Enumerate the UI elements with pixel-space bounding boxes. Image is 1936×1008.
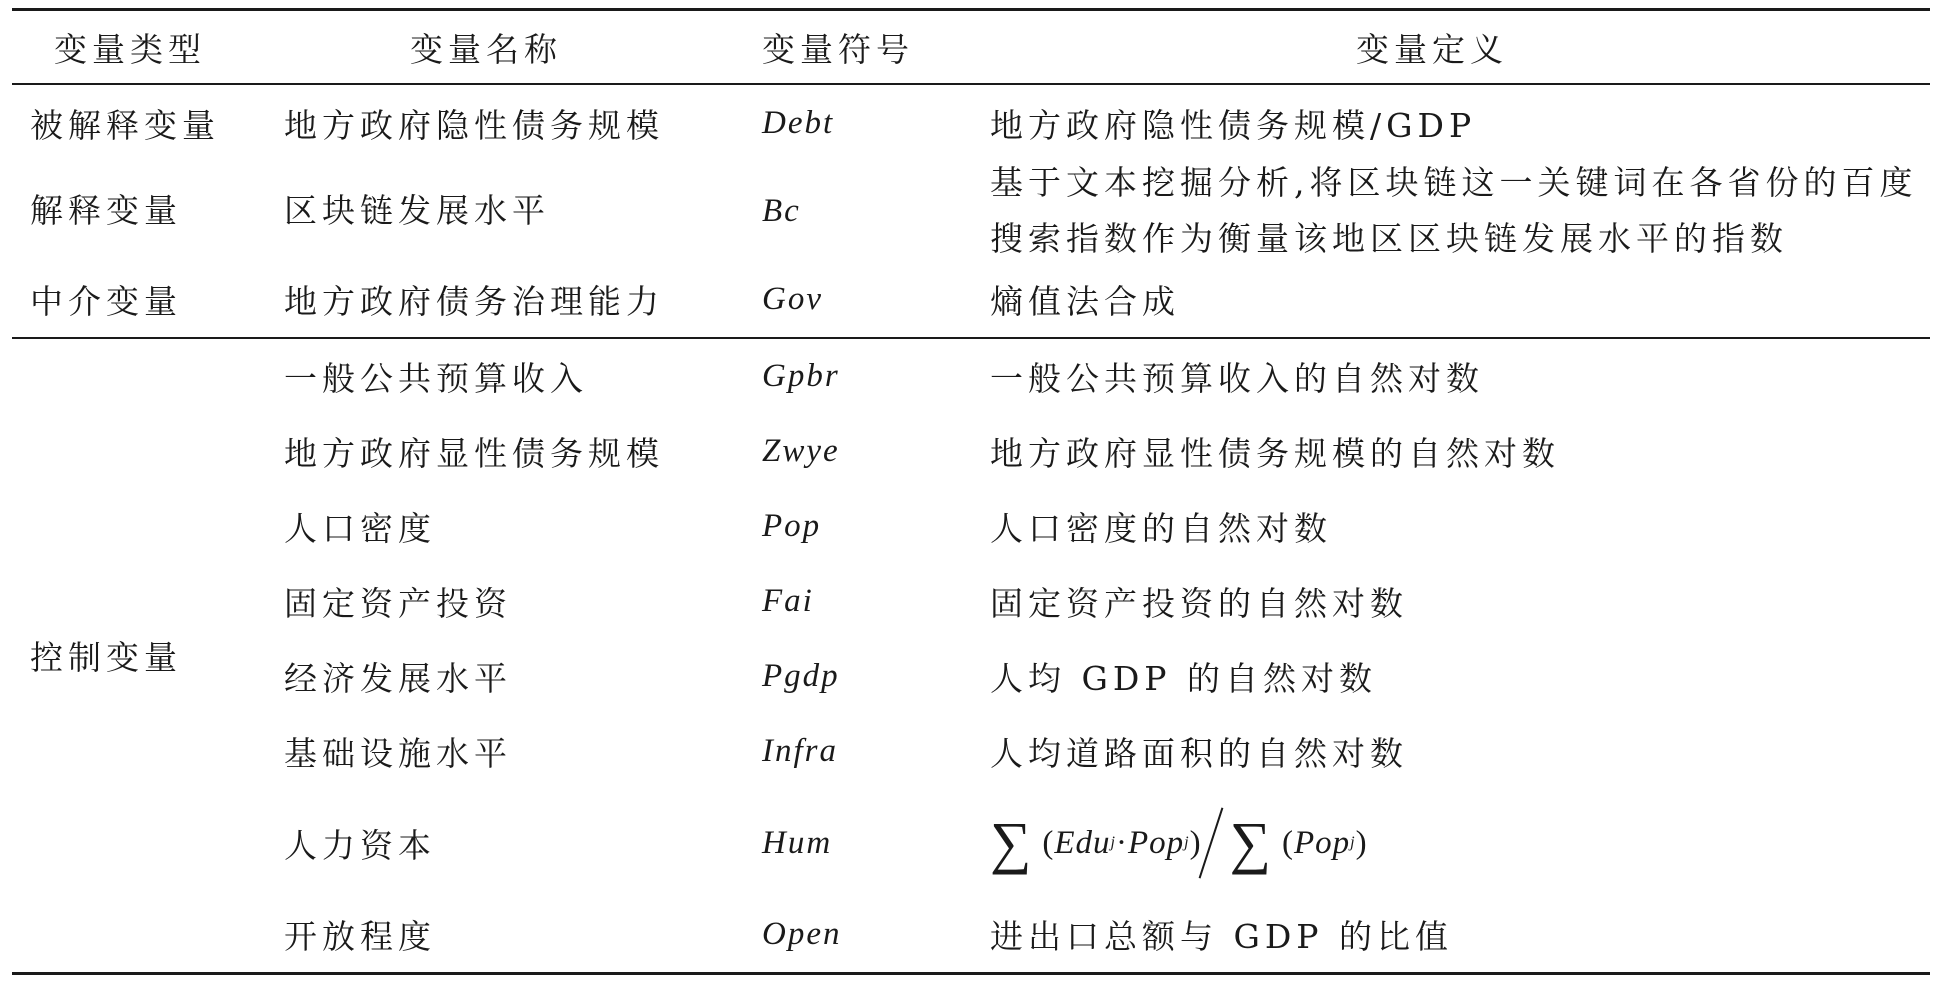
cell-symbol: Hum — [762, 824, 833, 861]
sum-symbol: ∑ — [990, 810, 1033, 875]
cell-type: 被解释变量 — [30, 105, 220, 145]
table-row — [12, 261, 1930, 337]
paren-close: ) — [1355, 824, 1368, 861]
sum-symbol: ∑ — [1229, 810, 1272, 875]
cell-definition: 地方政府显性债务规模的自然对数 — [990, 434, 1560, 473]
cell-symbol: Pgdp — [762, 658, 840, 694]
cell-name: 一般公共预算收入 — [284, 359, 588, 398]
control-variables-group — [12, 339, 1930, 972]
cell-definition: 人均道路面积的自然对数 — [990, 734, 1408, 773]
cell-definition: 一般公共预算收入的自然对数 — [990, 359, 1484, 398]
cell-name: 区块链发展水平 — [284, 191, 550, 230]
cell-symbol: Pop — [762, 508, 822, 544]
pop-term: Pop — [1293, 824, 1351, 861]
cell-name: 固定资产投资 — [284, 584, 512, 623]
bottom-rule — [12, 972, 1930, 975]
cell-definition: 人口密度的自然对数 — [990, 509, 1332, 548]
control-rows — [270, 339, 1930, 972]
cell-symbol: Open — [762, 916, 842, 952]
definition-text: 地方政府隐性债务规模/GDP — [990, 105, 1477, 145]
dot-operator: · — [1115, 824, 1128, 861]
cell-name: 地方政府隐性债务规模 — [284, 105, 664, 145]
cell-name: 人口密度 — [284, 509, 436, 548]
definition-line-2: 搜索指数作为衡量该地区区块链发展水平的指数 — [990, 219, 1788, 258]
human-capital-formula — [990, 806, 1930, 880]
table-row — [12, 85, 1930, 161]
pop-subscript: j — [1184, 834, 1190, 851]
cell-symbol: Bc — [762, 193, 801, 229]
paren-close: ) — [1189, 824, 1202, 861]
table-row — [270, 789, 1930, 897]
table-row — [270, 714, 1930, 789]
header-name: 变量名称 — [410, 29, 562, 69]
cell-symbol: Gpbr — [762, 358, 840, 394]
cell-type-control: 控制变量 — [30, 638, 182, 677]
cell-name: 人力资本 — [284, 825, 436, 865]
cell-symbol: Debt — [762, 104, 835, 141]
cell-name: 经济发展水平 — [284, 659, 512, 698]
cell-definition: 进出口总额与 GDP 的比值 — [990, 917, 1454, 956]
paren-open: ( — [1042, 824, 1055, 861]
variable-table — [12, 8, 1930, 975]
edu-term: Edu — [1054, 824, 1111, 861]
table-header — [12, 11, 1930, 83]
table-row — [12, 161, 1930, 261]
cell-definition — [966, 806, 1930, 880]
table-row — [270, 489, 1930, 564]
cell-symbol: Gov — [762, 280, 823, 317]
cell-type: 中介变量 — [30, 281, 182, 321]
table-row — [270, 339, 1930, 414]
cell-definition — [966, 100, 1930, 147]
header-definition: 变量定义 — [1356, 29, 1508, 69]
cell-name: 基础设施水平 — [284, 734, 512, 773]
header-type: 变量类型 — [54, 29, 206, 69]
cell-type: 解释变量 — [30, 191, 182, 230]
table-row — [270, 564, 1930, 639]
cell-symbol: Infra — [762, 733, 838, 769]
cell-definition: 人均 GDP 的自然对数 — [990, 659, 1378, 698]
cell-definition — [966, 155, 1930, 267]
pop-subscript: j — [1350, 834, 1356, 851]
table-row — [270, 897, 1930, 972]
table-row — [270, 639, 1930, 714]
cell-name: 地方政府显性债务规模 — [284, 434, 664, 473]
cell-name: 开放程度 — [284, 917, 436, 956]
edu-subscript: j — [1110, 834, 1116, 851]
cell-definition: 固定资产投资的自然对数 — [990, 584, 1408, 623]
cell-symbol: Zwye — [762, 433, 840, 469]
cell-symbol: Fai — [762, 583, 814, 619]
definition-line-1: 基于文本挖掘分析,将区块链这一关键词在各省份的百度 — [990, 163, 1918, 202]
header-symbol: 变量符号 — [762, 29, 914, 69]
table-row — [270, 414, 1930, 489]
division-slash — [1198, 808, 1223, 879]
paren-open: ( — [1281, 824, 1294, 861]
cell-definition: 熵值法合成 — [990, 281, 1180, 321]
pop-term: Pop — [1127, 824, 1185, 861]
cell-name: 地方政府债务治理能力 — [284, 281, 664, 321]
